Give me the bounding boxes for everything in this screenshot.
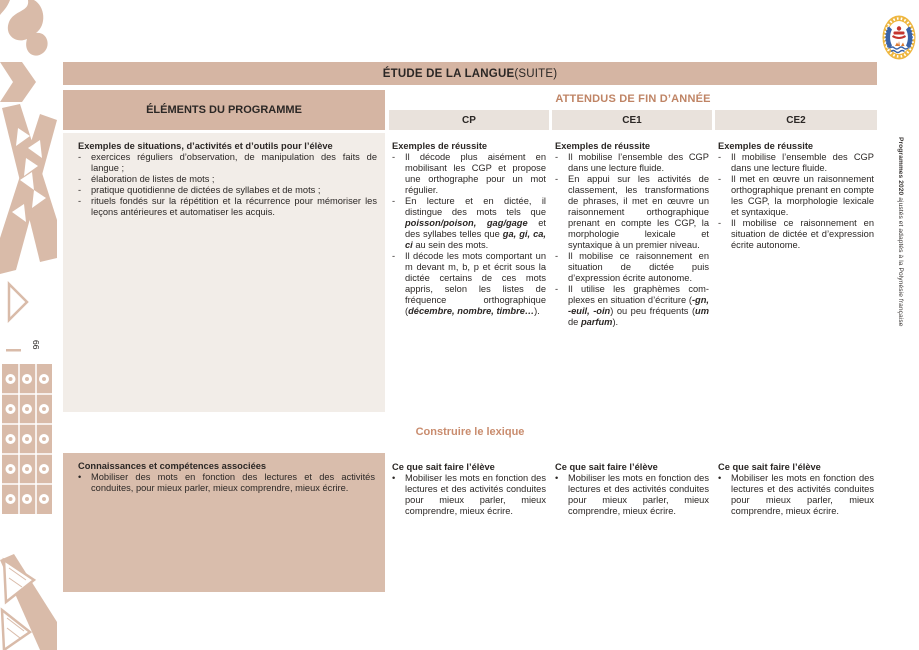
cell-heading: Exemples de réussite [392,141,488,151]
list-marker: - [555,174,559,184]
list-item-text: En lecture et en dictée, il distingue des mots tels que poisson/poison, gag/gage et des syllabes telles que ga, gi, ca, ci au sein des mots. [405,196,547,250]
list-marker: - [392,196,396,206]
list-item [718,218,874,251]
cell-exemples-situations [63,133,385,412]
list-marker: - [392,152,396,162]
list-item [555,473,709,517]
table-title-bar [63,62,877,85]
cell-cp-sait-faire [389,453,549,517]
list-item [78,152,377,174]
list-item-text: Mobiliser les mots en fonction des lectures et des activités conduites pour mieux parler, mieux comprendre, mieux écrire. [568,473,709,516]
cell-list [555,473,709,517]
list-item-text: rituels fondés sur la répétition et la récurrence pour mémoriser les leçons antérieures et automatiser les acquis. [91,196,377,217]
list-item [392,473,546,517]
list-item [555,251,709,284]
list-marker: - [78,174,82,184]
cell-heading: Ce que sait faire l’élève [555,462,658,472]
cell-list [392,152,546,317]
list-item [555,284,709,328]
list-item [78,185,377,196]
list-item [392,152,546,196]
list-marker: - [555,251,559,261]
list-marker: • [392,473,396,483]
list-item-text: Il mobilise l’ensemble des CGP dans une lecture fluide. [731,152,874,173]
list-item [555,174,709,251]
cell-heading: Ce que sait faire l’élève [718,462,821,472]
margin-caption-bold: Programmes 2020 [897,137,904,196]
list-item [78,196,377,218]
polynesie-emblem-logo [882,15,916,60]
header-attendus-fin-annee: ATTENDUS DE FIN D’ANNÉE [555,93,711,105]
margin-caption [897,137,904,327]
list-marker: - [555,152,559,162]
cell-heading: Exemples de réussite [718,141,814,151]
list-item [392,196,546,251]
list-item [392,251,546,317]
cell-ce2-exemples-reussite [715,133,877,412]
header-col-cp: CP [389,110,549,130]
cell-ce1-exemples-reussite [552,133,712,412]
list-item-text: En appui sur les activités de classement, les transformations de phrases, il met en œuvre un raisonnement orthographique prenant en compte les CGP, la morphologie lexicale et syntaxique à un premier niveau. [568,174,709,250]
list-item-text: exercices réguliers d’observation, de manipulation des faits de langue ; [91,152,377,173]
list-item-text: Il mobilise ce raisonnement en situation de dictée et d’expression écrite autonome. [731,218,874,250]
list-marker: • [718,473,722,483]
list-item-text: Mobiliser les mots en fonction des lectures et des activités conduites pour mieux parler, mieux comprendre, mieux écrire. [731,473,874,516]
list-marker: - [78,185,82,195]
cell-ce1-sait-faire [552,453,712,517]
cell-heading: Exemples de situations, d’activités et d’outils pour l’élève [78,141,333,151]
list-marker: - [718,218,722,228]
cell-list [78,152,377,218]
list-item [78,472,375,494]
header-elements-du-programme: ÉLÉMENTS DU PROGRAMME [63,90,385,130]
list-item-text: Il met en œuvre un raisonnement orthographique prenant en compte les CGP, la morphologie lexicale et syntaxique. [731,174,874,217]
list-marker: - [392,251,396,261]
table-title-suffix: (SUITE) [514,67,558,80]
list-item-text: Il mobilise l’ensemble des CGP dans une lecture fluide. [568,152,709,173]
list-marker: - [78,152,82,162]
cell-list [78,472,375,494]
cell-ce2-sait-faire [715,453,877,517]
list-marker: - [78,196,82,206]
list-item [555,152,709,174]
cell-list [718,152,874,251]
cell-list [555,152,709,328]
list-item [78,174,377,185]
header-col-ce1: CE1 [552,110,712,130]
cell-list [718,473,874,517]
sidebar-tapa-pattern [0,0,57,650]
list-marker: - [718,152,722,162]
cell-cp-exemples-reussite [389,133,549,412]
list-item [718,174,874,218]
list-item-text: élaboration de listes de mots ; [91,174,215,184]
list-item [718,473,874,517]
list-item-text: Il mobilise ce raisonnement en situation de dictée puis d’expression écrite autonome. [568,251,709,283]
cell-heading: Connaissances et compétences associées [78,461,267,471]
page-number: 66 [31,340,41,350]
list-item-text: Il décode les mots comportant un m devant m, b, p et écrit sous la dictée certains de ces mots appris, selon les listes de fréquence orthographique (décembre, nombre, timbre…). [405,251,546,316]
table-title-main: ÉTUDE DE LA LANGUE [382,67,515,80]
cell-connaissances-competences [63,453,385,592]
list-item-text: Il utilise les graphèmes complexes en situation d’écriture (-gn, -euil, -oin) ou peu fréquents (um de parfum). [568,284,709,327]
list-item-text: Mobiliser des mots en fonction des lectures et des activités conduites, pour mieux parler, mieux comprendre, mieux écrire. [91,472,375,493]
list-item-text: pratique quotidienne de dictées de syllabes et de mots ; [91,185,321,195]
cell-heading: Ce que sait faire l’élève [392,462,495,472]
list-marker: - [718,174,722,184]
list-marker: - [555,284,559,294]
list-marker: • [78,472,82,482]
section-title-construire-le-lexique: Construire le lexique [415,426,525,438]
list-item-text: Il décode plus aisément en mobilisant les CGP et propose une orthographe pour un mot régulier. [405,152,546,195]
list-item [718,152,874,174]
margin-caption-rest: ajustés et adaptés à la Polynésie française [897,195,904,327]
cell-heading: Exemples de réussite [555,141,651,151]
header-col-ce2: CE2 [715,110,877,130]
list-marker: • [555,473,559,483]
cell-list [392,473,546,517]
list-item-text: Mobiliser les mots en fonction des lectures et des activités conduites pour mieux parler, mieux comprendre, mieux écrire. [405,473,546,516]
